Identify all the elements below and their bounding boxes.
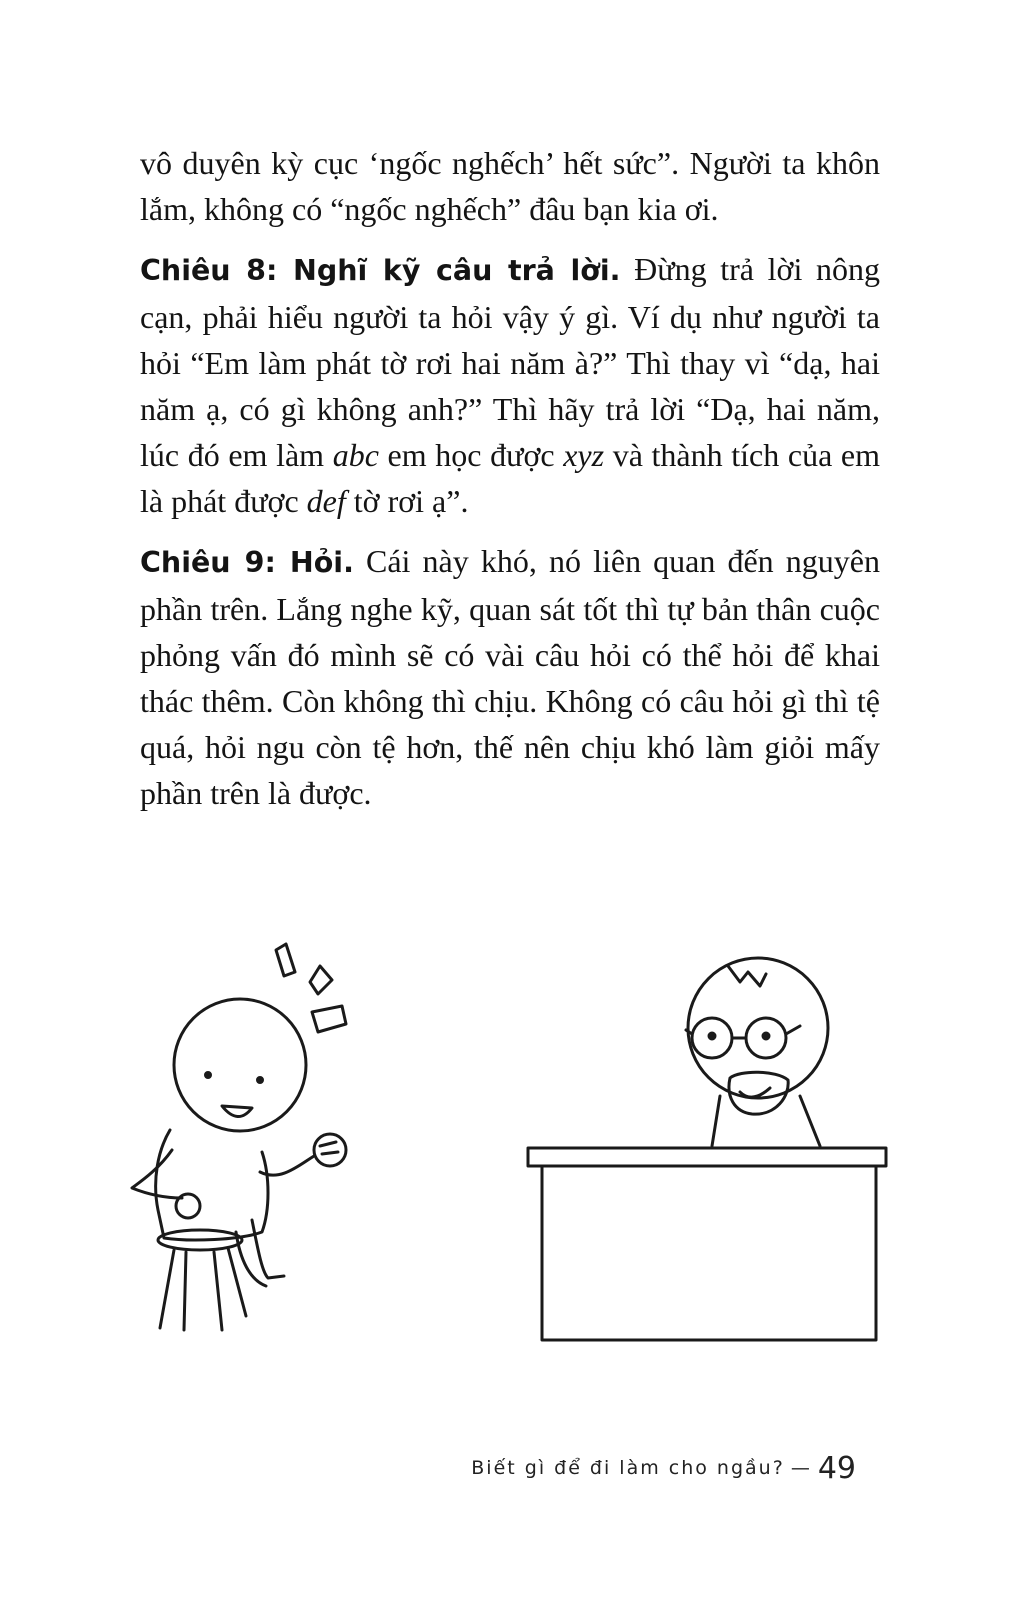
paragraph-tip-9: [140, 538, 880, 816]
surprise-mark-3: [312, 1006, 346, 1032]
tip-9-heading: Chiêu 9: Hỏi.: [140, 546, 354, 579]
candidate-figure: [132, 999, 346, 1330]
tip-8-italic-def: def: [306, 483, 346, 519]
tip-8-text-1: Đừng trả lời nông cạn, phải hiểu người ta hỏi vậy ý gì. Ví dụ như người ta hỏi “Em làm phát tờ rơi hai năm à?” Thì thay vì “dạ, hai năm ạ, có gì không anh?” Thì hãy trả lời “Dạ, hai năm, lúc đó em làm: [140, 251, 881, 473]
tip-8-text-3: và thành tích của em là phát được: [140, 437, 881, 519]
tip-8-italic-xyz: xyz: [563, 437, 605, 473]
interviewer-head: [688, 958, 828, 1098]
tip-8-italic-abc: abc: [332, 437, 379, 473]
candidate-head: [174, 999, 306, 1131]
running-footer: [471, 1447, 856, 1486]
surprise-mark-1: [276, 944, 295, 976]
footer-separator: —: [790, 1457, 812, 1479]
desk-top: [528, 1148, 886, 1166]
paragraph-tip-8: [140, 246, 880, 524]
page-number: 49: [817, 1451, 856, 1486]
body-text: [140, 140, 880, 830]
interview-illustration: [100, 920, 920, 1360]
tip-9-text: Cái này khó, nó liên quan đến nguyên phần trên. Lắng nghe kỹ, quan sát tốt thì tự bản thân cuộc phỏng vấn đó mình sẽ có vài câu hỏi có thể hỏi để khai thác thêm. Còn không thì chịu. Không có câu hỏi gì thì tệ quá, hỏi ngu còn tệ hơn, thế nên chịu khó làm giỏi mấy phần trên là được.: [140, 543, 880, 811]
interviewer-figure: [686, 958, 828, 1146]
desk-body: [542, 1166, 876, 1340]
tip-8-text-4: tờ rơi ạ”.: [345, 483, 469, 519]
surprise-mark-2: [310, 966, 332, 994]
tip-8-text-2: em học được: [378, 437, 564, 473]
paragraph-1: vô duyên kỳ cục ‘ngốc nghếch’ hết sức”. Người ta khôn lắm, không có “ngốc nghếch” đâu bạn kia ơi.: [140, 145, 880, 227]
book-title: Biết gì để đi làm cho ngầu?: [471, 1457, 785, 1479]
tip-8-heading: Chiêu 8: Nghĩ kỹ câu trả lời.: [140, 254, 621, 287]
